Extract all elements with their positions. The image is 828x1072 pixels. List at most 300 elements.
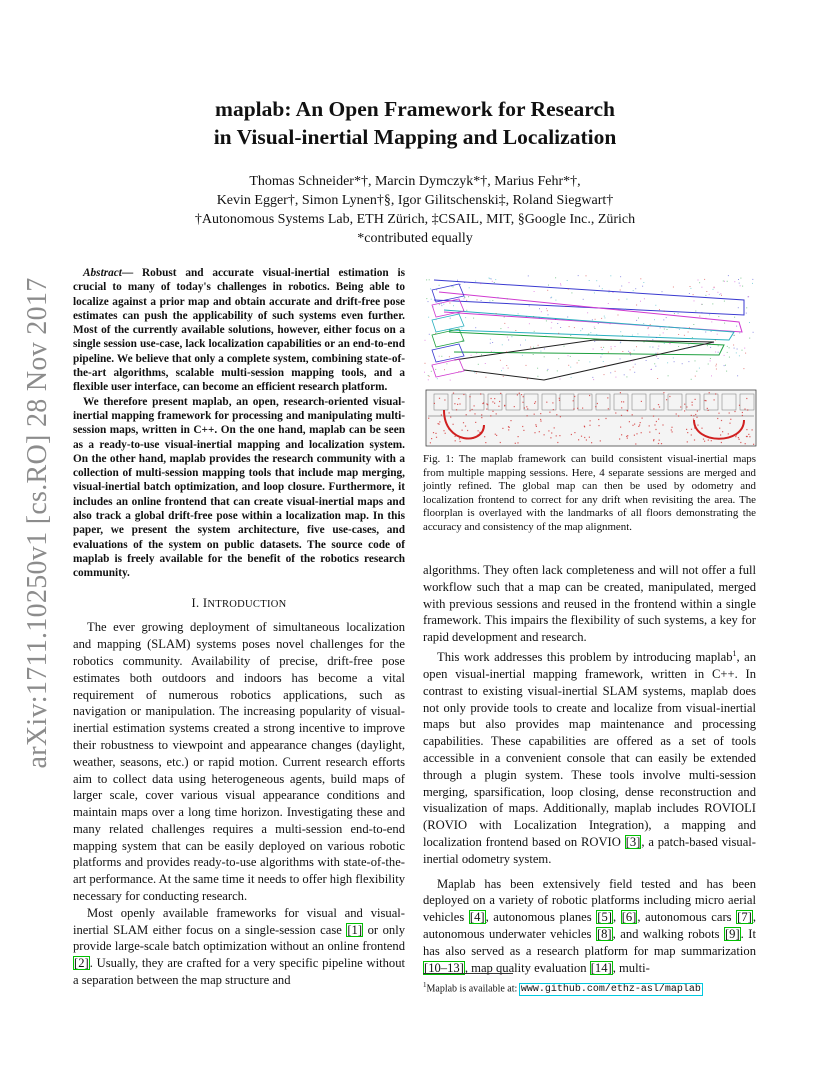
floorplan-landmark: [748, 434, 749, 435]
landmark-point: [527, 379, 528, 380]
floorplan-landmark: [590, 420, 591, 421]
landmark-point: [479, 314, 480, 315]
landmark-point: [578, 360, 579, 361]
landmark-point: [481, 300, 482, 301]
floorplan-landmark: [684, 410, 685, 411]
floorplan-landmark: [597, 403, 598, 404]
floorplan-landmark: [663, 392, 664, 393]
landmark-point: [489, 278, 490, 279]
landmark-point: [481, 354, 482, 355]
floorplan-landmark: [454, 403, 455, 404]
floorplan-landmark: [655, 429, 656, 430]
floorplan-landmark: [574, 432, 575, 433]
landmark-point: [749, 338, 750, 339]
citation-link[interactable]: [5]: [597, 910, 612, 925]
landmark-point: [734, 317, 735, 318]
citation-link[interactable]: [2]: [74, 956, 89, 971]
landmark-point: [492, 300, 493, 301]
floorplan-landmark: [463, 394, 464, 395]
landmark-point: [752, 283, 753, 284]
landmark-point: [613, 292, 614, 293]
landmark-point: [713, 343, 714, 344]
floorplan-landmark: [522, 426, 523, 427]
landmark-point: [485, 363, 486, 364]
landmark-point: [529, 305, 530, 306]
landmark-point: [476, 353, 477, 354]
landmark-point: [690, 286, 691, 287]
landmark-point: [444, 369, 445, 370]
landmark-point: [428, 317, 429, 318]
floorplan-landmark: [479, 432, 480, 433]
landmark-point: [441, 305, 442, 306]
landmark-point: [711, 321, 712, 322]
landmark-point: [701, 287, 702, 288]
landmark-point: [570, 335, 571, 336]
floorplan-landmark: [703, 439, 704, 440]
landmark-point: [669, 343, 670, 344]
landmark-point: [478, 364, 479, 365]
abstract-paragraph-1: Abstract— Robust and accurate visual-inertial estimation is crucial to many of today's challenges in robotics. Being able to localize against a prior map and obtain accurate and drift-free pose estimates can push the applicability of such systems even further. Most of the currently available solutions, however, either focus on a single session use-case, lack localization capabilities or an end-to-end pipeline. We believe that only a complete system, combining state-of-the-art algorithms, scalable multi-session mapping tools, and a flexible user interface, can become an efficient research platform.: [73, 267, 405, 394]
landmark-point: [650, 346, 651, 347]
landmark-point: [475, 327, 476, 328]
landmark-point: [560, 283, 561, 284]
landmark-point: [426, 279, 427, 280]
landmark-point: [745, 353, 746, 354]
floorplan-landmark: [589, 395, 590, 396]
landmark-point: [587, 312, 588, 313]
floorplan-landmark: [548, 430, 549, 431]
landmark-point: [696, 371, 697, 372]
landmark-point: [662, 291, 663, 292]
floorplan-landmark: [641, 401, 642, 402]
landmark-point: [565, 306, 566, 307]
footnote-number: 1: [423, 981, 427, 989]
landmark-point: [678, 346, 679, 347]
landmark-point: [704, 279, 705, 280]
landmark-point: [489, 300, 490, 301]
floorplan-landmark: [559, 435, 560, 436]
landmark-point: [533, 354, 534, 355]
landmark-point: [636, 320, 637, 321]
landmark-point: [525, 340, 526, 341]
landmark-point: [569, 326, 570, 327]
citation-link[interactable]: [14]: [590, 960, 612, 975]
landmark-point: [620, 358, 621, 359]
floorplan-landmark: [458, 398, 459, 399]
landmark-point: [709, 314, 710, 315]
landmark-point: [666, 317, 667, 318]
floorplan-landmark: [589, 425, 590, 426]
landmark-point: [679, 329, 680, 330]
landmark-point: [534, 331, 535, 332]
floorplan-landmark: [619, 438, 620, 439]
floorplan-landmark: [691, 415, 692, 416]
landmark-point: [646, 360, 647, 361]
landmark-point: [508, 368, 509, 369]
landmark-point: [426, 298, 427, 299]
landmark-point: [719, 294, 720, 295]
floorplan-landmark: [653, 408, 654, 409]
landmark-point: [739, 333, 740, 334]
landmark-point: [466, 300, 467, 301]
footnote-marker[interactable]: 1: [732, 648, 737, 658]
landmark-point: [654, 319, 655, 320]
landmark-point: [429, 376, 430, 377]
floorplan-landmark: [559, 400, 560, 401]
landmark-point: [749, 322, 750, 323]
floorplan-landmark: [687, 432, 688, 433]
floorplan-landmark: [486, 409, 487, 410]
floorplan-landmark: [469, 410, 470, 411]
landmark-point: [453, 281, 454, 282]
landmark-point: [446, 363, 447, 364]
landmark-point: [721, 295, 722, 296]
floorplan-landmark: [649, 425, 650, 426]
landmark-point: [555, 319, 556, 320]
floorplan-landmark: [620, 392, 621, 393]
floorplan-landmark: [433, 432, 434, 433]
landmark-point: [457, 280, 458, 281]
floorplan-landmark: [492, 401, 493, 402]
landmark-point: [564, 346, 565, 347]
landmark-point: [548, 314, 549, 315]
landmark-point: [504, 317, 505, 318]
floorplan-landmark: [540, 421, 541, 422]
landmark-point: [736, 352, 737, 353]
landmark-point: [668, 375, 669, 376]
landmark-point: [570, 356, 571, 357]
floorplan-landmark: [621, 434, 622, 435]
landmark-point: [678, 334, 679, 335]
floorplan-landmark: [607, 397, 608, 398]
floorplan-landmark: [707, 408, 708, 409]
landmark-point: [539, 318, 540, 319]
landmark-point: [471, 355, 472, 356]
landmark-point: [473, 318, 474, 319]
landmark-point: [594, 327, 595, 328]
landmark-point: [646, 340, 647, 341]
floorplan-landmark: [659, 433, 660, 434]
floorplan-landmark: [659, 440, 660, 441]
intro-paragraph-4: This work addresses this problem by introducing maplab$^1$, an open visual-inertial mapping framework, written in C++. In contrast to existing visual-inertial SLAM systems, maplab does not only provide tools to create and localize from visual-inertial maps but also provides map maintenance and processing capabilities. These capabilities are offered as a set of tools accessible in a convenient console that can easily be extended through a plugin system. These tools involve multi-session merging, sparsification, loop closing, dense reconstruction and visualization of maps. Additionally, maplab includes ROVIOLI (ROVIO with Localization Integration), a mapping and localization frontend based on ROVIO [3], a patch-based visual-inertial odometry system.: [423, 648, 757, 866]
landmark-point: [620, 342, 621, 343]
floorplan-landmark: [691, 434, 692, 435]
floorplan-landmark: [517, 394, 518, 395]
landmark-point: [718, 345, 719, 346]
floorplan-landmark: [472, 409, 473, 410]
landmark-point: [715, 352, 716, 353]
landmark-point: [615, 346, 616, 347]
floorplan-landmark: [721, 420, 722, 421]
landmark-point: [587, 335, 588, 336]
floorplan-landmark: [469, 396, 470, 397]
floorplan-landmark: [549, 412, 550, 413]
landmark-point: [655, 366, 656, 367]
landmark-point: [669, 326, 670, 327]
landmark-point: [546, 336, 547, 337]
floorplan-landmark: [704, 400, 705, 401]
floorplan-landmark: [653, 439, 654, 440]
landmark-point: [567, 280, 568, 281]
floorplan-landmark: [642, 418, 643, 419]
landmark-point: [601, 347, 602, 348]
floorplan-landmark: [457, 404, 458, 405]
landmark-point: [490, 339, 491, 340]
landmark-point: [508, 339, 509, 340]
landmark-point: [530, 347, 531, 348]
floorplan-landmark: [540, 419, 541, 420]
landmark-point: [740, 285, 741, 286]
floorplan-landmark: [742, 412, 743, 413]
citation-link[interactable]: [7]: [737, 910, 752, 925]
landmark-point: [596, 334, 597, 335]
landmark-point: [748, 296, 749, 297]
landmark-point: [589, 280, 590, 281]
floorplan-landmark: [676, 413, 677, 414]
landmark-point: [630, 352, 631, 353]
landmark-point: [503, 376, 504, 377]
landmark-point: [498, 297, 499, 298]
landmark-point: [522, 355, 523, 356]
landmark-point: [602, 354, 603, 355]
intro-paragraph-5: Maplab has been extensively field tested and has been deployed on a variety of robotic platforms including micro aerial vehicles [4], autonomous planes [5], [6], autonomous cars [7], autonomous underwater vehicles [8], and walking robots [9]. It has also served as a research platform for map summarization [10–13], map quality evaluation [14], multi-: [423, 876, 757, 975]
landmark-point: [507, 298, 508, 299]
floorplan-landmark: [552, 402, 553, 403]
landmark-point: [734, 348, 735, 349]
floorplan-landmark: [687, 441, 688, 442]
citation-link[interactable]: [6]: [621, 910, 637, 925]
landmark-point: [582, 328, 583, 329]
floorplan-landmark: [694, 427, 695, 428]
floorplan-landmark: [430, 442, 431, 443]
landmark-point: [558, 333, 559, 334]
floorplan-landmark: [697, 411, 698, 412]
citation-link[interactable]: [4]: [469, 910, 485, 925]
landmark-point: [450, 380, 451, 381]
landmark-point: [477, 299, 478, 300]
landmark-point: [570, 367, 571, 368]
floorplan-landmark: [477, 435, 478, 436]
citation-link[interactable]: [8]: [596, 926, 612, 941]
landmark-point: [464, 296, 465, 297]
landmark-point: [638, 318, 639, 319]
landmark-point: [640, 301, 641, 302]
floorplan-landmark: [502, 428, 503, 429]
landmark-point: [652, 339, 653, 340]
landmark-point: [541, 311, 542, 312]
landmark-point: [715, 365, 716, 366]
floorplan-landmark: [495, 434, 496, 435]
citation-link[interactable]: [1]: [347, 922, 363, 937]
floorplan-landmark: [539, 431, 540, 432]
floorplan-landmark: [527, 408, 528, 409]
floorplan-landmark: [623, 401, 624, 402]
floorplan-landmark: [544, 434, 545, 435]
floorplan-landmark: [672, 431, 673, 432]
floorplan-landmark: [595, 406, 596, 407]
floorplan-landmark: [518, 436, 519, 437]
landmark-point: [568, 365, 569, 366]
floorplan-landmark: [456, 409, 457, 410]
landmark-point: [705, 295, 706, 296]
floorplan-landmark: [745, 443, 746, 444]
landmark-point: [626, 299, 627, 300]
landmark-point: [729, 347, 730, 348]
citation-link[interactable]: [10–13]: [424, 960, 464, 975]
floorplan-landmark: [459, 438, 460, 439]
landmark-point: [547, 310, 548, 311]
floorplan-landmark: [640, 422, 641, 423]
figure-1-caption: Fig. 1: The maplab framework can build consistent visual-inertial maps from multiple mapping sessions. Here, 4 separate sessions are merged and jointly refined. The global map can then be used by odometry and localization frontend to correct for any drift when revisiting the area. The floorplan is overlayed with the landmarks of all floors demonstrating the accuracy and consistency of the map alignment.: [423, 453, 756, 533]
landmark-point: [692, 337, 693, 338]
floorplan-landmark: [500, 442, 501, 443]
landmark-point: [712, 303, 713, 304]
floorplan-landmark: [515, 443, 516, 444]
landmark-point: [602, 349, 603, 350]
landmark-point: [714, 287, 715, 288]
landmark-point: [603, 361, 604, 362]
landmark-point: [577, 362, 578, 363]
landmark-point: [688, 345, 689, 346]
landmark-point: [674, 313, 675, 314]
floorplan-landmark: [449, 412, 450, 413]
floorplan-landmark: [666, 399, 667, 400]
landmark-point: [655, 305, 656, 306]
landmark-point: [546, 308, 547, 309]
landmark-point: [515, 330, 516, 331]
landmark-point: [529, 323, 530, 324]
landmark-point: [449, 356, 450, 357]
floorplan-landmark: [621, 407, 622, 408]
landmark-point: [533, 316, 534, 317]
floorplan-landmark: [478, 430, 479, 431]
landmark-point: [637, 333, 638, 334]
landmark-point: [437, 378, 438, 379]
landmark-point: [560, 327, 561, 328]
landmark-point: [475, 281, 476, 282]
floorplan-landmark: [559, 398, 560, 399]
landmark-point: [698, 280, 699, 281]
landmark-point: [468, 296, 469, 297]
floorplan-landmark: [747, 409, 748, 410]
intro-paragraph-3: algorithms. They often lack completeness and will not offer a full workflow such that a map can be created, manipulated, merged with previous sessions and reused in the frontend within a single framework. This impairs the flexibility of such systems, a key for rapid development and research.: [423, 563, 756, 645]
landmark-point: [546, 320, 547, 321]
landmark-point: [538, 345, 539, 346]
floorplan-landmark: [490, 415, 491, 416]
landmark-point: [551, 328, 552, 329]
landmark-point: [560, 379, 561, 380]
floorplan-landmark: [746, 398, 747, 399]
landmark-point: [568, 289, 569, 290]
landmark-point: [609, 290, 610, 291]
landmark-point: [630, 369, 631, 370]
landmark-point: [526, 365, 527, 366]
floorplan-landmark: [718, 413, 719, 414]
floorplan-landmark: [500, 393, 501, 394]
floorplan-landmark: [474, 405, 475, 406]
landmark-point: [534, 291, 535, 292]
floorplan-landmark: [453, 393, 454, 394]
landmark-point: [634, 350, 635, 351]
landmark-point: [711, 375, 712, 376]
floorplan-landmark: [721, 442, 722, 443]
trajectory-line: [454, 340, 714, 380]
landmark-point: [620, 331, 621, 332]
floorplan-landmark: [534, 403, 535, 404]
landmark-point: [504, 323, 505, 324]
landmark-point: [691, 379, 692, 380]
right-column: [423, 562, 756, 976]
landmark-point: [539, 308, 540, 309]
landmark-point: [738, 279, 739, 280]
floorplan-landmark: [455, 436, 456, 437]
landmark-point: [580, 330, 581, 331]
landmark-point: [695, 360, 696, 361]
landmark-point: [724, 281, 725, 282]
floorplan-landmark: [708, 440, 709, 441]
landmark-point: [608, 303, 609, 304]
github-url-link[interactable]: www.github.com/ethz-asl/maplab: [520, 984, 701, 996]
landmark-point: [746, 313, 747, 314]
landmark-point: [737, 349, 738, 350]
landmark-point: [690, 288, 691, 289]
floorplan-landmark: [658, 443, 659, 444]
landmark-point: [428, 379, 429, 380]
landmark-point: [710, 358, 711, 359]
author-block: [150, 172, 680, 248]
floorplan-landmark: [653, 416, 654, 417]
landmark-point: [626, 376, 627, 377]
landmark-point: [682, 363, 683, 364]
landmark-point: [710, 360, 711, 361]
landmark-point: [658, 358, 659, 359]
landmark-point: [692, 341, 693, 342]
floorplan-landmark: [554, 427, 555, 428]
floorplan-landmark: [475, 422, 476, 423]
floorplan-landmark: [730, 419, 731, 420]
citation-link[interactable]: [9]: [724, 926, 740, 941]
landmark-point: [673, 357, 674, 358]
citation-link[interactable]: [3]: [625, 834, 641, 849]
footnote-rule: [423, 973, 513, 974]
floorplan-landmark: [551, 432, 552, 433]
floorplan-landmark: [443, 430, 444, 431]
floorplan-landmark: [494, 403, 495, 404]
landmark-point: [460, 284, 461, 285]
landmark-point: [430, 288, 431, 289]
floorplan-landmark: [534, 414, 535, 415]
landmark-point: [729, 357, 730, 358]
landmark-point: [491, 351, 492, 352]
floorplan-landmark: [498, 406, 499, 407]
floorplan-landmark: [496, 435, 497, 436]
floorplan-landmark: [654, 424, 655, 425]
landmark-point: [694, 300, 695, 301]
landmark-point: [658, 348, 659, 349]
landmark-point: [492, 281, 493, 282]
landmark-point: [547, 369, 548, 370]
landmark-point: [737, 375, 738, 376]
landmark-point: [589, 361, 590, 362]
landmark-point: [738, 307, 739, 308]
landmark-point: [425, 363, 426, 364]
floorplan-landmark: [659, 406, 660, 407]
landmark-point: [500, 328, 501, 329]
floorplan-landmark: [509, 427, 510, 428]
landmark-point: [465, 317, 466, 318]
floorplan-landmark: [455, 440, 456, 441]
landmark-point: [429, 279, 430, 280]
